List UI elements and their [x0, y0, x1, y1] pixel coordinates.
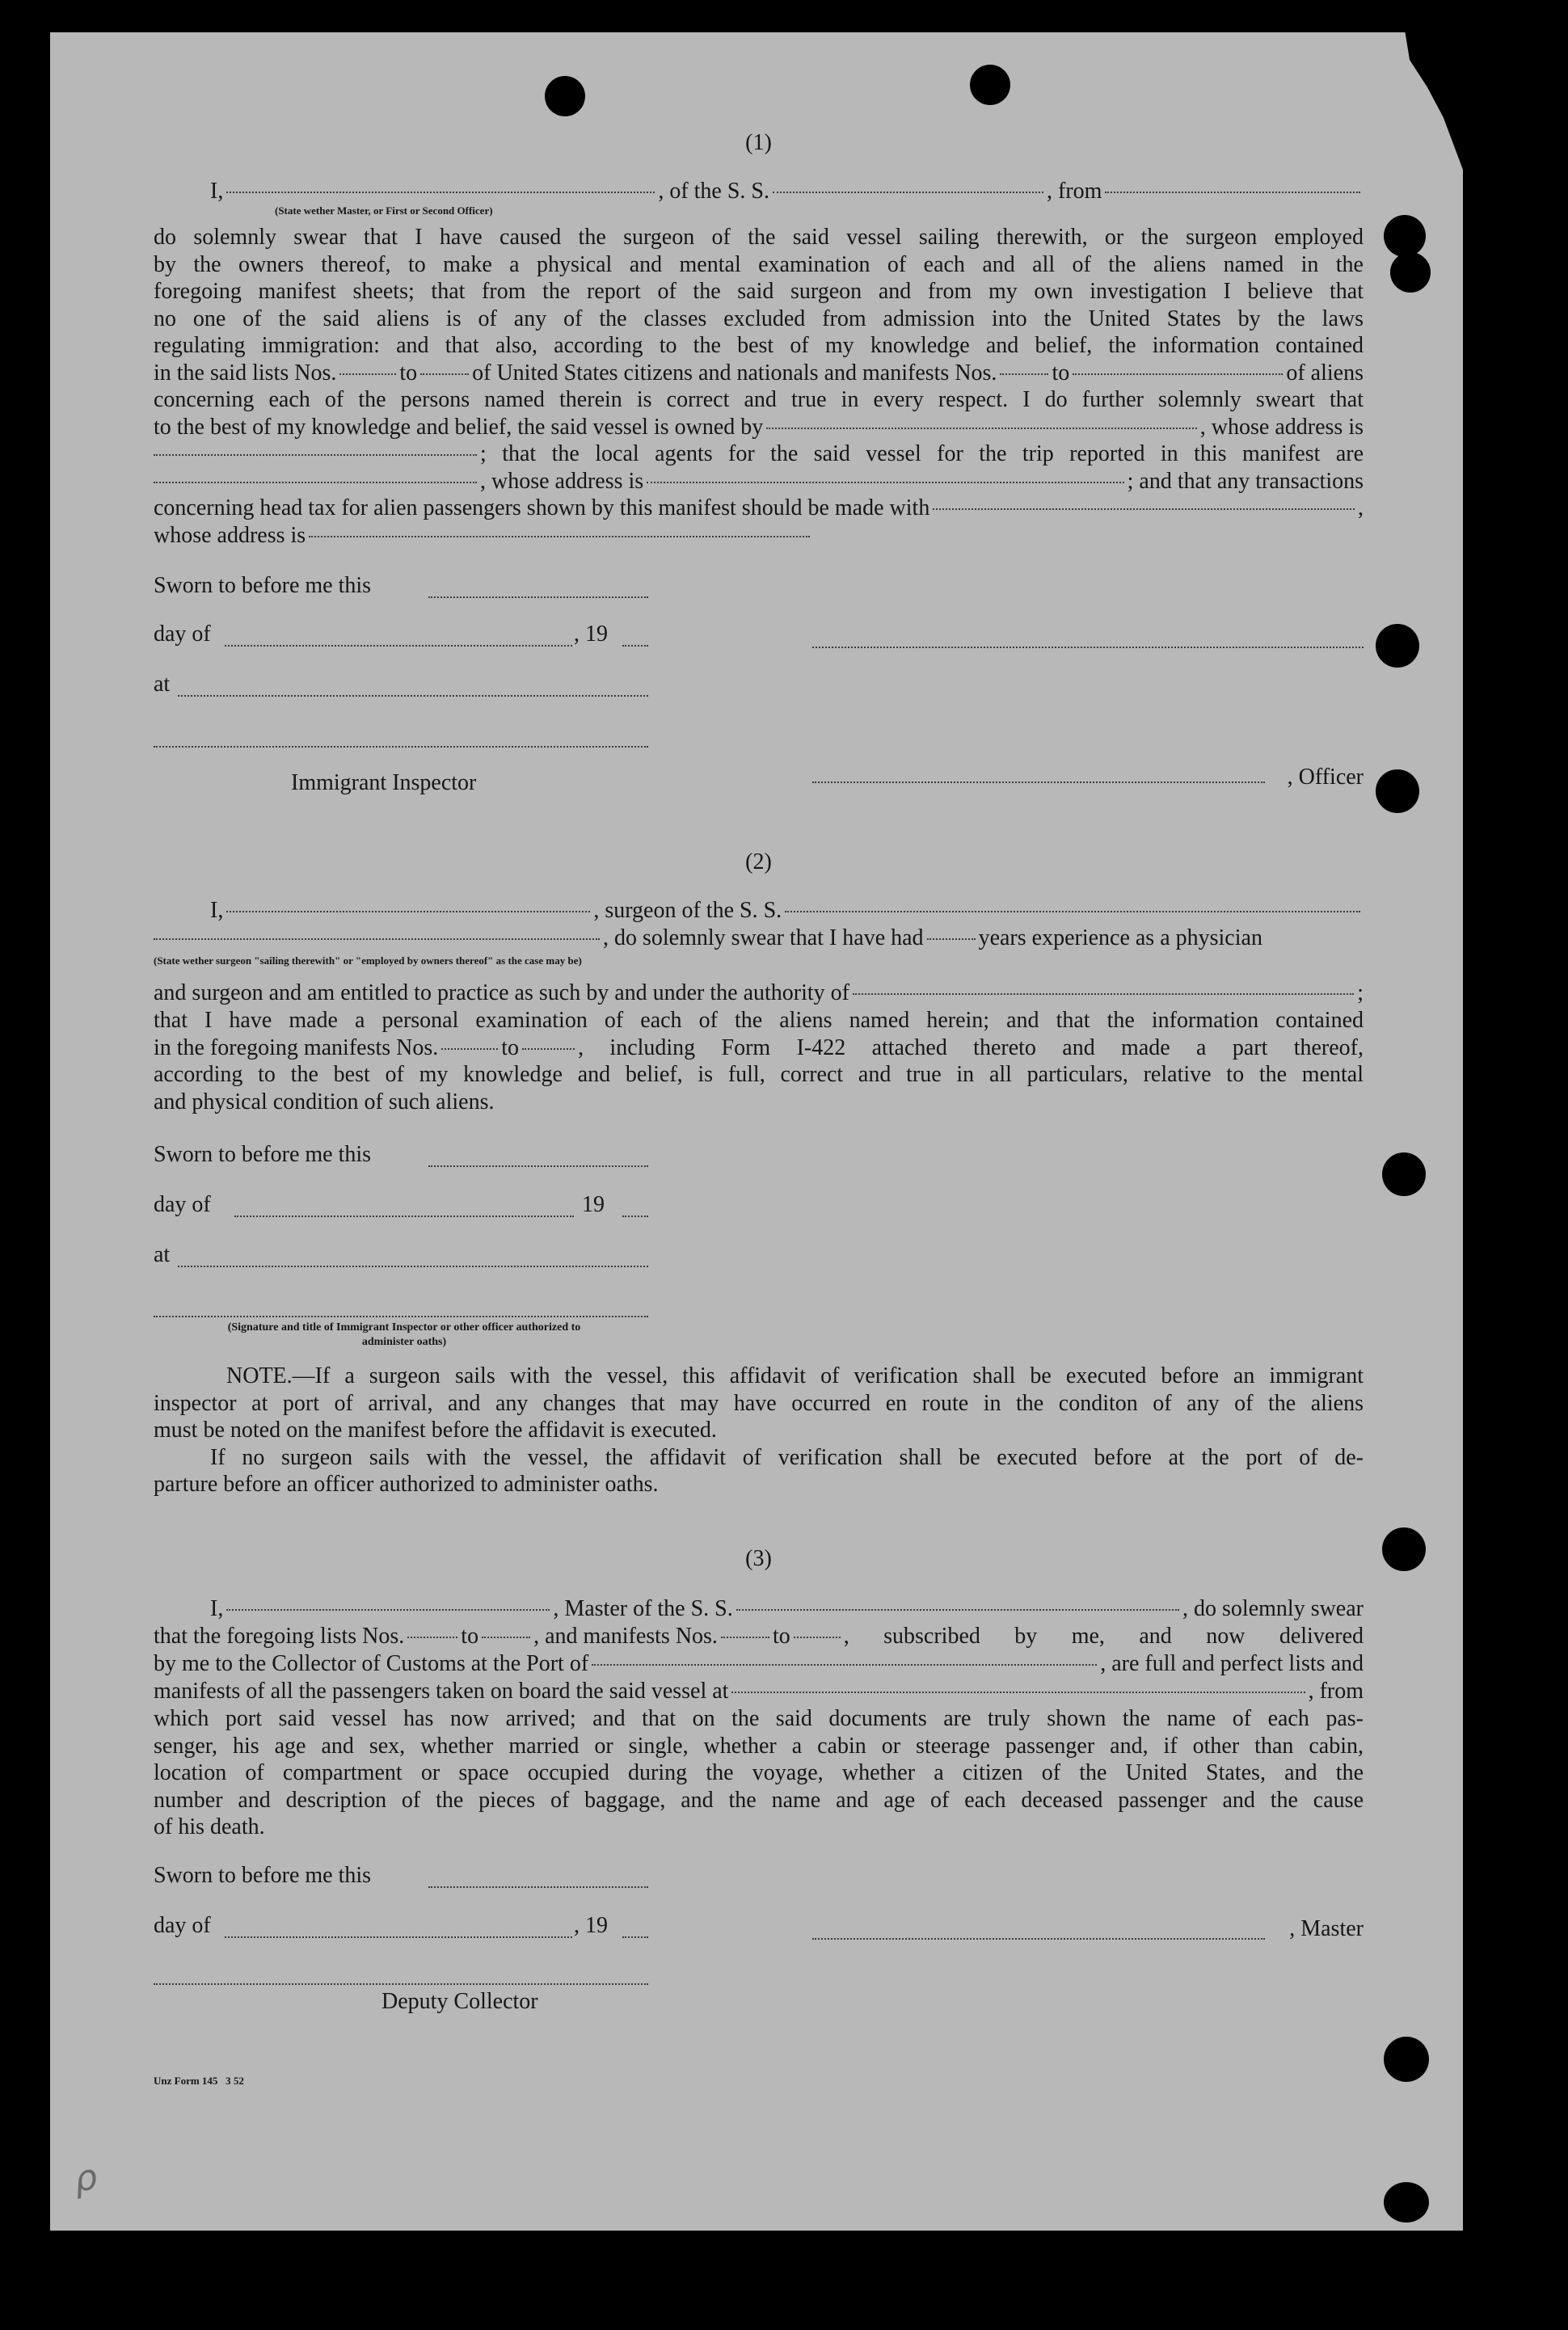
punch-hole [1390, 252, 1431, 293]
section-number: (2) [745, 849, 772, 874]
s3-row: location of compartment or space occupied during the voyage, whether a citizen of the United States, and the [154, 1760, 1364, 1785]
form-number: Unz Form 145 3 52 [154, 2075, 244, 2087]
s1-year-field[interactable] [622, 645, 648, 647]
s3-row: which port said vessel has now arrived; and that on the said documents are truly shown the name of each pas- [154, 1706, 1364, 1731]
s1-officer-signature-line[interactable] [812, 782, 1265, 783]
form-content [154, 32, 1364, 2231]
s1-row: foregoing manifest sheets; that from the report of the said surgeon and from my own investigation I believe that [154, 279, 1364, 304]
s1-day-of-label: day of [154, 621, 211, 647]
s2-year-label: 19 [582, 1192, 605, 1217]
s1-sworn-day-field[interactable] [428, 596, 648, 598]
boarding-port-field[interactable] [731, 1692, 1305, 1693]
s2-signature-line[interactable] [154, 1316, 648, 1317]
local-agents-field[interactable] [154, 482, 477, 483]
note-row: NOTE.—If a surgeon sails with the vessel, this affidavit of verification shall be executed before an immigrant [226, 1363, 1364, 1388]
punch-hole [1376, 769, 1419, 813]
s3-master-signature-line[interactable] [812, 1938, 1265, 1940]
note-row: If no surgeon sails with the vessel, the affidavit of verification shall be executed before at the port of de- [210, 1444, 1364, 1470]
s3-master-label: , Master [1289, 1916, 1364, 1941]
s3-collector-signature-line[interactable] [154, 1983, 648, 1985]
s1-place-field[interactable] [178, 695, 648, 697]
s1-line-1: I, , of the S. S. , from [154, 178, 1364, 205]
section-number: (1) [745, 130, 772, 155]
note-row: inspector at port of arrival, and any changes that may have occurred en route in the conditon of any of the aliens [154, 1390, 1364, 1416]
s1-year-label: , 19 [574, 621, 608, 647]
s3-paragraph [154, 1705, 1364, 1841]
s1-row-10: , whose address is ; and that any transactions [154, 468, 1364, 495]
s2-sworn-day-field[interactable] [428, 1165, 648, 1167]
s2-at-label: at [154, 1242, 171, 1267]
s3-line-4: manifests of all the passengers taken on board the said vessel at , from [154, 1679, 1364, 1704]
s3-manifest-to-field[interactable] [794, 1637, 841, 1638]
punch-hole [1382, 1527, 1426, 1571]
years-experience-field[interactable] [927, 938, 976, 940]
agents-address-field[interactable] [647, 482, 1123, 483]
s3-list-from-field[interactable] [407, 1637, 457, 1638]
manifest-to-field[interactable] [1073, 373, 1283, 375]
s1-paragraph [154, 224, 1364, 360]
s2-line-1: I, , surgeon of the S. S. [154, 897, 1364, 925]
s2-manifest-to-field[interactable] [522, 1048, 575, 1050]
head-tax-address-field[interactable] [309, 536, 810, 537]
authority-field[interactable] [853, 993, 1354, 995]
s3-year-field[interactable] [622, 1936, 648, 1938]
s2-line-3: and surgeon and am entitled to practice as such by and under the authority of ; [154, 980, 1364, 1005]
surgeon-status-caption: (State wether surgeon "sailing therewith" or "employed by owners thereof" as the case may be) [154, 954, 582, 967]
s3-year-label: , 19 [574, 1913, 608, 1938]
s2-vessel-field[interactable] [785, 911, 1360, 912]
head-tax-contact-field[interactable] [933, 508, 1355, 510]
punch-hole [1384, 2037, 1429, 2082]
list-from-field[interactable] [339, 373, 396, 375]
s1-month-field[interactable] [225, 645, 572, 647]
s3-row: of his death. [154, 1814, 265, 1839]
s1-row: regulating immigration: and that also, according to the best of my knowledge and belief, the information contained [154, 333, 1364, 358]
s1-officer-label: , Officer [1287, 765, 1364, 790]
manifest-from-field[interactable] [1000, 373, 1048, 375]
s3-row: senger, his age and sex, whether married or single, whether a cabin or steerage passenger and, if other than cabin, [154, 1733, 1364, 1759]
s3-day-of-label: day of [154, 1913, 211, 1938]
s2-line-2: , do solemnly swear that I have had years experience as a physician [154, 925, 1364, 952]
s2-line-5: in the foregoing manifests Nos. to , including Form I-422 attached thereto and made a part thereof, [154, 1035, 1364, 1060]
s3-vessel-field[interactable] [736, 1609, 1179, 1611]
s2-paragraph: that I have made a personal examination of each of the aliens named herein; and that the information contained [154, 1008, 1364, 1033]
officer-rank-field[interactable] [226, 192, 655, 193]
s1-row-7: concerning each of the persons named therein is correct and true in every respect. I do further solemnly sweart that [154, 387, 1364, 412]
s1-officer-signature-line-top[interactable] [812, 647, 1364, 648]
note-paragraph [154, 1363, 1364, 1498]
s1-row-6: in the said lists Nos. to of United States citizens and nationals and manifests Nos. to of aliens [154, 360, 1364, 386]
owner-address-field[interactable] [154, 454, 477, 456]
note-row: must be noted on the manifest before the affidavit is executed. [154, 1418, 717, 1443]
s3-row: number and description of the pieces of baggage, and the name and age of each deceased passenger and the cause [154, 1787, 1364, 1813]
s3-month-field[interactable] [225, 1936, 572, 1938]
list-to-field[interactable] [420, 373, 469, 375]
punch-hole [1384, 2182, 1429, 2223]
s2-sworn-label: Sworn to before me this [154, 1142, 372, 1167]
s2-month-field[interactable] [234, 1216, 574, 1217]
s1-row: no one of the said aliens is of any of the classes excluded from admission into the United States by the laws [154, 305, 1364, 331]
s2-paragraph-2: according to the best of my knowledge and belief, is full, correct and true in all particulars, relative to the mental and physical condition of such aliens. [154, 1062, 1364, 1114]
s1-sworn-label: Sworn to before me this [154, 573, 372, 598]
s2-day-of-label: day of [154, 1192, 211, 1217]
s1-inspector-signature-line[interactable] [154, 746, 648, 748]
pencil-mark: ρ [71, 2156, 100, 2201]
s1-inspector-label: Immigrant Inspector [291, 770, 477, 795]
s2-place-field[interactable] [178, 1266, 648, 1267]
punch-hole [1384, 215, 1426, 257]
s2-signature-caption: (Signature and title of Immigrant Inspector or other officer authorized to administer oaths) [227, 1321, 581, 1348]
surgeon-status-field[interactable] [154, 938, 600, 940]
master-name-field[interactable] [226, 1609, 550, 1611]
s3-sworn-label: Sworn to before me this [154, 1863, 372, 1888]
port-field[interactable] [592, 1664, 1097, 1666]
surgeon-name-field[interactable] [226, 911, 590, 912]
punch-hole [1382, 1152, 1426, 1196]
from-port-field[interactable] [1105, 192, 1360, 193]
s1-row: by the owners thereof, to make a physical and mental examination of each and all of the aliens named in the [154, 251, 1364, 277]
s1-at-label: at [154, 672, 171, 697]
s3-line-1: I, , Master of the S. S. , do solemnly swear [210, 1596, 1364, 1621]
section-number: (3) [745, 1546, 772, 1571]
s1-row-11: concerning head tax for alien passengers shown by this manifest should be made with , [154, 495, 1364, 520]
s3-line-3: by me to the Collector of Customs at the Port of , are full and perfect lists and [154, 1651, 1364, 1676]
s1-row-12: whose address is [154, 522, 1364, 550]
s1-row: do solemnly swear that I have caused the surgeon of the said vessel sailing therewith, or the surgeon employed [154, 225, 1364, 250]
torn-corner [1374, 32, 1463, 170]
note-row: parture before an officer authorized to administer oaths. [154, 1472, 659, 1497]
s1-row-9: ; that the local agents for the said vessel for the trip reported in this manifest are [154, 440, 1364, 468]
s3-collector-label: Deputy Collector [381, 1989, 538, 2014]
officer-rank-caption: (State wether Master, or First or Second Officer) [275, 204, 493, 217]
s3-line-2: that the foregoing lists Nos. to , and manifests Nos. to , subscribed by me, and now delivered [154, 1624, 1364, 1649]
s1-row-8: to the best of my knowledge and belief, the said vessel is owned by , whose address is [154, 415, 1364, 440]
owner-field[interactable] [766, 428, 1197, 429]
s2-year-field[interactable] [622, 1216, 648, 1217]
s3-list-to-field[interactable] [482, 1637, 530, 1638]
s3-manifest-from-field[interactable] [721, 1637, 769, 1638]
s3-sworn-day-field[interactable] [428, 1886, 648, 1888]
vessel-name-field[interactable] [773, 192, 1043, 193]
form-sheet [50, 32, 1463, 2231]
punch-hole [1376, 624, 1419, 668]
s2-manifest-from-field[interactable] [441, 1048, 498, 1050]
